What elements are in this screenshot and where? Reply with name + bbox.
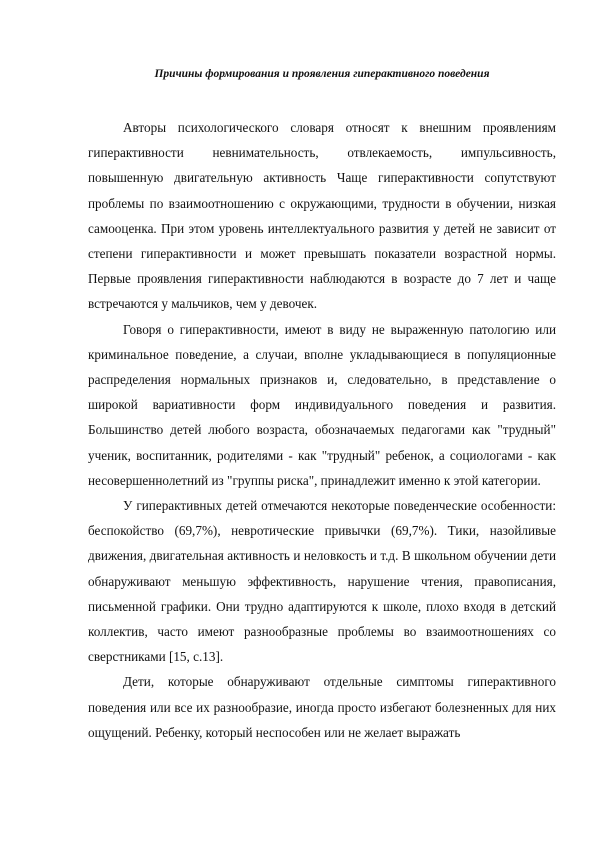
document-body: [88, 115, 556, 745]
document-title: Причины формирования и проявления гиперактивного поведения: [154, 68, 490, 80]
paragraph: У гиперактивных детей отмечаются некоторые поведенческие особенности: беспокойство (69,7%), невротические привычки (69,7%). Тики, назойливые движения, двигательная активность и неловкость и т.д. В школьном обучении дети обнаруживают меньшую эффективность, нарушение чтения, правописания, письменной графики. Они трудно адаптируются к школе, плохо входя в детский коллектив, часто имеют разнообразные проблемы во взаимоотношениях со сверстниками [15, с.13].: [88, 498, 556, 665]
paragraph: Дети, которые обнаруживают отдельные симптомы гиперактивного поведения или все их разнообразие, иногда просто избегают болезненных для них ощущений. Ребенку, который неспособен или не желает выражать: [88, 674, 556, 740]
paragraph: Авторы психологического словаря относят к внешним проявлениям гиперактивности невнимательность, отвлекаемость, импульсивность, повышенную двигательную активность Чаще гиперактивности сопутствуют проблемы по взаимоотношению с окружающими, трудности в обучении, низкая самооценка. При этом уровень интеллектуального развития у детей не зависит от степени гиперактивности и может превышать показатели возрастной нормы. Первые проявления гиперактивности наблюдаются в возрасте до 7 лет и чаще встречаются у мальчиков, чем у девочек.: [88, 120, 556, 312]
paragraph: Говоря о гиперактивности, имеют в виду не выраженную патологию или криминальное поведение, а случаи, вполне укладывающиеся в популяционные распределения нормальных признаков и, следовательно, в представление о широкой вариативности форм индивидуального поведения и развития. Большинство детей любого возраста, обозначаемых педагогами как "трудный" ученик, воспитанник, родителями - как "трудный" ребенок, а социологами - как несовершеннолетний из "группы риска", принадлежит именно к этой категории.: [88, 321, 556, 488]
